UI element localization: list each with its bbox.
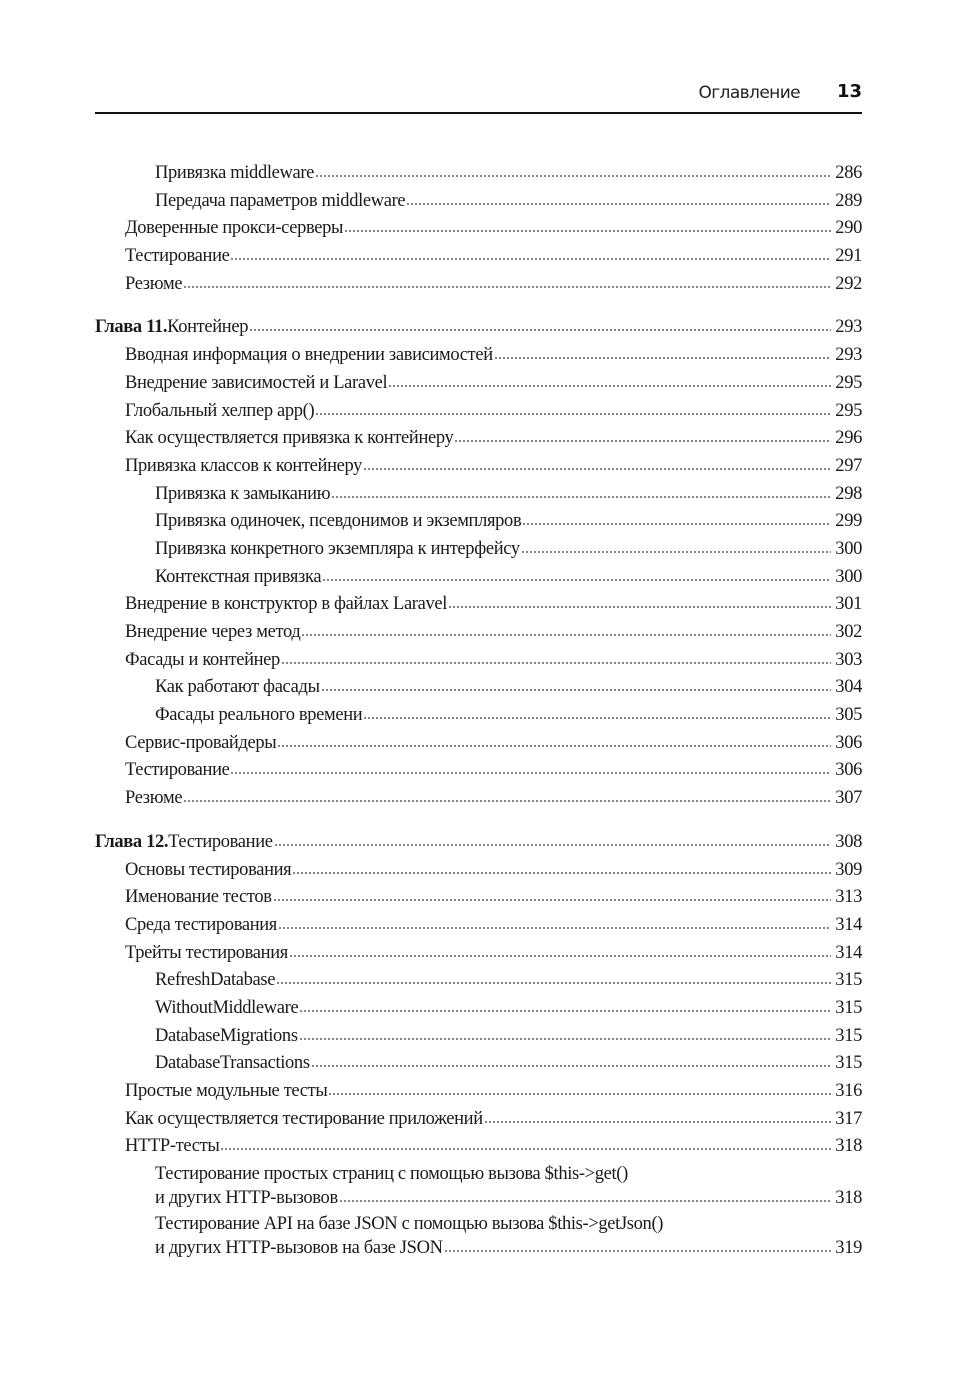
entry-title: Простые модульные тесты (125, 1081, 328, 1101)
dot-leader (183, 795, 831, 803)
entry-page: 295 (835, 372, 862, 393)
dot-leader (522, 518, 831, 526)
toc-entry[interactable] (95, 271, 862, 299)
entry-title: Привязка middleware (155, 163, 315, 183)
entry-page: 309 (835, 859, 862, 880)
entry-title: Сервис-провайдеры (125, 732, 277, 753)
entry-title: Контекстная привязка (155, 566, 322, 587)
dot-leader (315, 170, 831, 178)
running-header (95, 80, 862, 114)
entry-title-line2: и других HTTP-вызовов на базе JSON (155, 1238, 443, 1259)
entry-page: 293 (835, 317, 862, 338)
entry-page: 306 (835, 732, 862, 753)
toc-entry[interactable] (95, 757, 862, 785)
entry-title: Тестирование (168, 831, 273, 852)
toc-entry[interactable] (95, 453, 862, 481)
entry-title: Фасады реального времени (155, 705, 363, 726)
toc-entry[interactable] (95, 674, 862, 702)
entry-title: Передача параметров middleware (155, 190, 406, 211)
entry-page: 317 (835, 1108, 862, 1129)
dot-leader (311, 1060, 831, 1068)
dot-leader (183, 281, 831, 289)
toc-section (95, 314, 862, 812)
entry-title-line1: Тестирование простых страниц с помощью вызова $this->get() (155, 1164, 628, 1185)
header-title: Оглавление (698, 83, 800, 103)
entry-title: DatabaseTransactions (155, 1053, 310, 1074)
entry-page: 314 (835, 942, 862, 963)
entry-title: Глобальный хелпер app() (125, 400, 315, 421)
toc-entry[interactable] (95, 564, 862, 592)
entry-title: Контейнер (167, 317, 249, 338)
toc-entry[interactable] (95, 619, 862, 647)
entry-page: 315 (835, 997, 862, 1018)
toc-entry[interactable] (95, 243, 862, 271)
chapter-entry[interactable] (95, 314, 862, 342)
entry-page: 308 (835, 831, 862, 852)
toc-entry[interactable] (95, 398, 862, 426)
toc-entry[interactable] (95, 1106, 862, 1134)
entry-page: 295 (835, 400, 862, 421)
entry-title: Привязка конкретного экземпляра к интерфейсу (155, 538, 520, 559)
entry-title: Именование тестов (125, 887, 272, 908)
entry-page: 297 (835, 455, 862, 476)
dot-leader (494, 352, 831, 360)
entry-title: Тестирование (125, 246, 230, 267)
toc-entry[interactable] (95, 215, 862, 243)
entry-line2 (155, 1185, 862, 1211)
toc-entry[interactable] (95, 508, 862, 536)
entry-title-line2: и других HTTP-вызовов (155, 1188, 338, 1209)
entry-title: Как осуществляется привязка к контейнеру (125, 428, 454, 449)
entry-title: Привязка классов к контейнеру (125, 455, 363, 476)
entry-title: Внедрение зависимостей и Laravel (125, 372, 388, 393)
toc-entry[interactable] (95, 425, 862, 453)
chapter-entry[interactable] (95, 829, 862, 857)
toc-entry[interactable] (95, 857, 862, 885)
entry-title: Вводная информация о внедрении зависимостей (125, 345, 493, 366)
dot-leader (328, 1088, 831, 1096)
dot-leader (321, 684, 831, 692)
toc-entry[interactable] (95, 342, 862, 370)
dot-leader (388, 380, 831, 388)
dot-leader (444, 1245, 831, 1253)
entry-title: Как осуществляется тестирование приложений (125, 1108, 483, 1129)
entry-title: Доверенные прокси-серверы (125, 218, 344, 239)
entry-page: 315 (835, 1025, 862, 1046)
chapter-number: Глава 11. (95, 317, 168, 338)
toc-entry[interactable] (95, 188, 862, 216)
toc-entry[interactable] (95, 730, 862, 758)
dot-leader (289, 950, 831, 958)
entry-page: 300 (835, 566, 862, 587)
entry-title-line1: Тестирование API на базе JSON с помощью вызова $this->getJson() (155, 1214, 664, 1235)
toc-entry[interactable] (95, 591, 862, 619)
toc-entry[interactable] (95, 1078, 862, 1106)
entry-page: 315 (835, 970, 862, 991)
dot-leader (363, 463, 831, 471)
toc-entry[interactable] (95, 940, 862, 968)
dot-leader (230, 767, 831, 775)
entry-title: Среда тестирования (125, 914, 277, 935)
entry-page: 298 (835, 483, 862, 504)
entry-page: 296 (835, 428, 862, 449)
entry-page: 304 (835, 677, 862, 698)
entry-page: 300 (835, 538, 862, 559)
page-number: 13 (836, 81, 862, 102)
entry-page: 314 (835, 914, 862, 935)
toc-entry[interactable] (95, 1211, 862, 1261)
entry-page: 301 (835, 594, 862, 615)
entry-title: DatabaseMigrations (155, 1025, 298, 1046)
dot-leader (277, 740, 831, 748)
dot-leader (484, 1116, 831, 1124)
entry-title: Внедрение через метод (125, 622, 301, 642)
toc-entry[interactable] (95, 481, 862, 509)
entry-page: 318 (835, 1136, 862, 1157)
dot-leader (344, 225, 831, 233)
dot-leader (322, 574, 831, 582)
dot-leader (299, 1005, 831, 1013)
entry-page: 299 (835, 511, 862, 532)
dot-leader (448, 601, 831, 609)
entry-title: Резюме (125, 788, 183, 809)
toc-entry[interactable] (95, 1050, 862, 1078)
entry-title: Резюме (125, 273, 183, 294)
entry-page: 291 (835, 246, 862, 267)
dot-leader (301, 629, 831, 637)
toc-section (95, 829, 862, 1261)
entry-title: RefreshDatabase (155, 970, 276, 991)
toc-entry[interactable] (95, 702, 862, 730)
toc-entry[interactable] (95, 160, 862, 188)
entry-page: 289 (835, 190, 862, 211)
dot-leader (292, 867, 831, 875)
entry-page: 292 (835, 273, 862, 294)
toc-entry[interactable] (95, 995, 862, 1023)
entry-page: 303 (835, 649, 862, 670)
dot-leader (274, 839, 831, 847)
chapter-number: Глава 12. (95, 831, 169, 852)
dot-leader (220, 1143, 831, 1151)
dot-leader (249, 324, 831, 332)
dot-leader (276, 977, 831, 985)
toc-entry[interactable] (95, 1161, 862, 1211)
entry-page: 319 (835, 1238, 862, 1259)
dot-leader (230, 253, 831, 261)
entry-page: 318 (835, 1188, 862, 1209)
toc-entry[interactable] (95, 912, 862, 940)
entry-page: 313 (835, 887, 862, 908)
toc-entry[interactable] (95, 647, 862, 675)
dot-leader (521, 546, 831, 554)
entry-page: 306 (835, 760, 862, 781)
dot-leader (331, 491, 831, 499)
entry-title: Привязка одиночек, псевдонимов и экземпляров (155, 511, 522, 532)
entry-title: WithoutMiddleware (155, 997, 299, 1018)
entry-title: Основы тестирования (125, 859, 292, 880)
dot-leader (281, 657, 831, 665)
entry-page: 307 (835, 788, 862, 809)
toc-entry[interactable] (95, 1023, 862, 1051)
table-of-contents (95, 160, 862, 1277)
entry-page: 290 (835, 218, 862, 239)
entry-page: 293 (835, 345, 862, 366)
entry-page: 302 (835, 622, 862, 642)
entry-title: HTTP-тесты (125, 1136, 220, 1157)
dot-leader (363, 712, 831, 720)
entry-page: 316 (835, 1081, 862, 1101)
entry-page: 315 (835, 1053, 862, 1074)
entry-page: 286 (835, 163, 862, 183)
dot-leader (278, 922, 831, 930)
entry-page: 305 (835, 705, 862, 726)
toc-entry[interactable] (95, 785, 862, 813)
dot-leader (315, 408, 831, 416)
dot-leader (339, 1195, 831, 1203)
dot-leader (454, 435, 831, 443)
dot-leader (273, 894, 831, 902)
entry-title: Внедрение в конструктор в файлах Laravel (125, 594, 448, 615)
entry-title: Как работают фасады (155, 677, 320, 698)
entry-title: Фасады и контейнер (125, 649, 280, 670)
entry-title: Привязка к замыканию (155, 483, 331, 504)
toc-section (95, 160, 862, 298)
entry-title: Тестирование (125, 760, 230, 781)
entry-title: Трейты тестирования (125, 942, 288, 963)
toc-entry[interactable] (95, 536, 862, 564)
toc-entry[interactable] (95, 967, 862, 995)
toc-entry[interactable] (95, 1133, 862, 1161)
dot-leader (299, 1033, 831, 1041)
dot-leader (406, 198, 831, 206)
entry-line2 (155, 1235, 862, 1261)
toc-entry[interactable] (95, 884, 862, 912)
toc-entry[interactable] (95, 370, 862, 398)
